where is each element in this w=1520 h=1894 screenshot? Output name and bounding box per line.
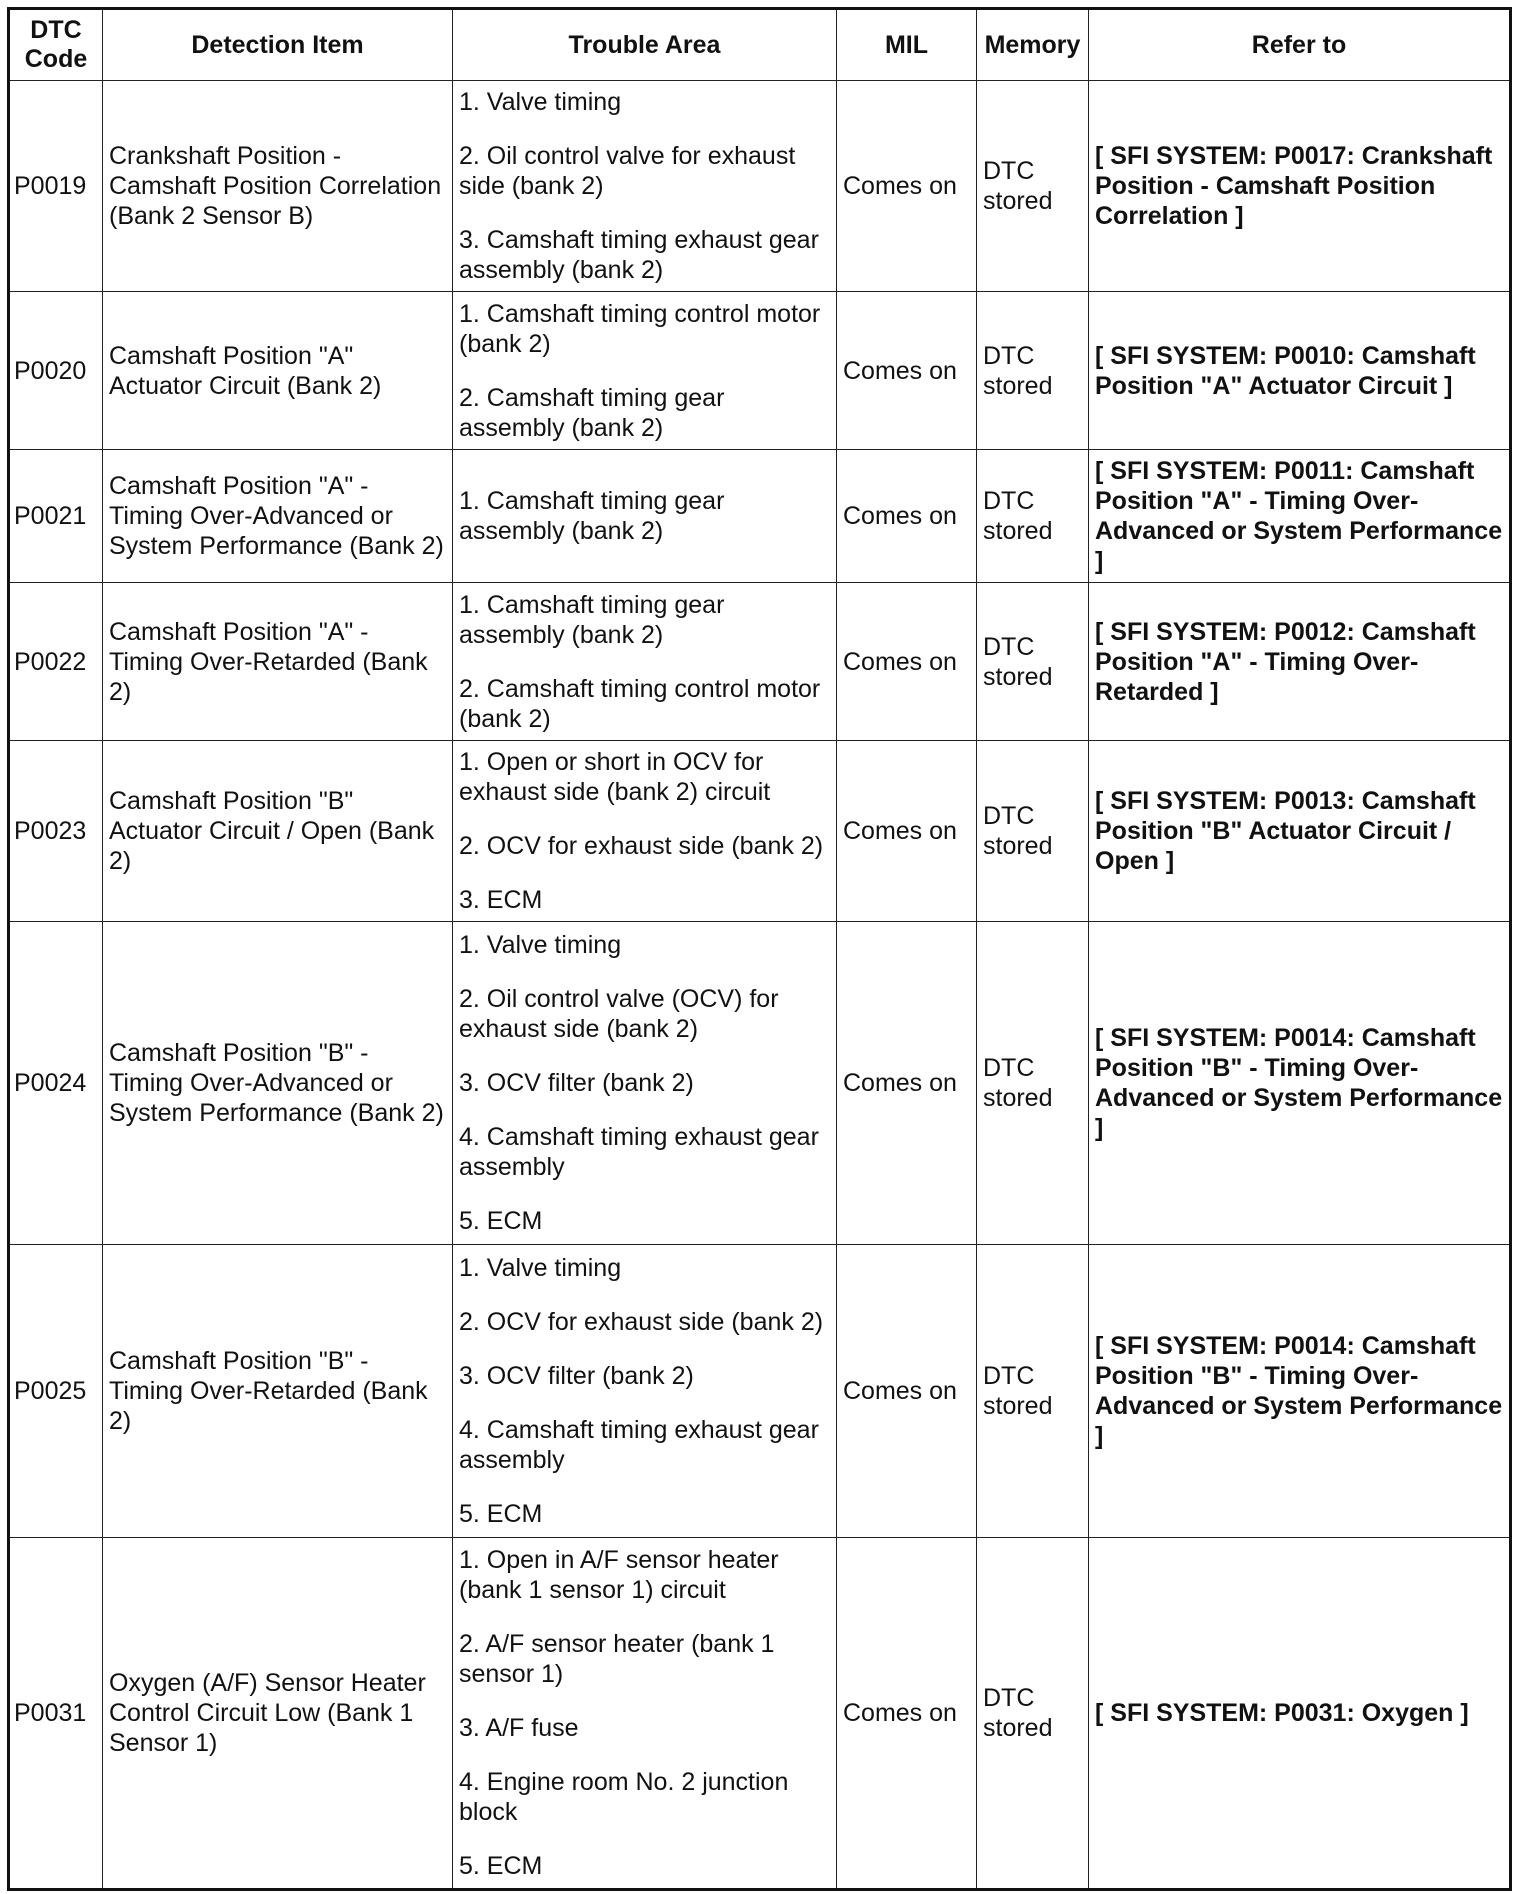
- refer-to-link[interactable]: [ SFI SYSTEM: P0010: Camshaft Position "A" Actuator Circuit ]: [1089, 292, 1511, 450]
- refer-to-link[interactable]: [ SFI SYSTEM: P0014: Camshaft Position "B" - Timing Over-Advanced or System Performance ]: [1089, 922, 1511, 1245]
- refer-to-link[interactable]: [ SFI SYSTEM: P0011: Camshaft Position "A" - Timing Over-Advanced or System Performance ]: [1089, 450, 1511, 583]
- dtc-code: P0020: [9, 292, 103, 450]
- detection-item: Camshaft Position "B" - Timing Over-Advanced or System Performance (Bank 2): [103, 922, 453, 1245]
- header-memory: Memory: [977, 9, 1089, 81]
- table-row: [9, 741, 1511, 922]
- dtc-code: P0021: [9, 450, 103, 583]
- detection-item: Camshaft Position "B" Actuator Circuit / Open (Bank 2): [103, 741, 453, 922]
- table-row: [9, 292, 1511, 450]
- memory-status: DTC stored: [977, 1538, 1089, 1890]
- header-row: [9, 9, 1511, 81]
- refer-to-link[interactable]: [ SFI SYSTEM: P0031: Oxygen ]: [1089, 1538, 1511, 1890]
- trouble-area-item: 3. ECM: [459, 886, 543, 914]
- table-row: [9, 450, 1511, 583]
- mil-status: Comes on: [837, 741, 977, 922]
- table-row: [9, 922, 1511, 1245]
- header-mil: MIL: [837, 9, 977, 81]
- trouble-area: [453, 741, 837, 922]
- dtc-code: P0019: [9, 81, 103, 292]
- mil-status: Comes on: [837, 1245, 977, 1538]
- memory-status: DTC stored: [977, 81, 1089, 292]
- trouble-area-item: 2. A/F sensor heater (bank 1 sensor 1): [459, 1630, 775, 1688]
- trouble-area-item: 3. A/F fuse: [459, 1714, 579, 1742]
- dtc-table-container: [7, 7, 1509, 1891]
- header-dtc-code: DTC Code: [9, 9, 103, 81]
- detection-item: Oxygen (A/F) Sensor Heater Control Circuit Low (Bank 1 Sensor 1): [103, 1538, 453, 1890]
- memory-status: DTC stored: [977, 922, 1089, 1245]
- trouble-area-item: 1. Camshaft timing gear assembly (bank 2): [459, 590, 725, 649]
- refer-to-link[interactable]: [ SFI SYSTEM: P0013: Camshaft Position "B" Actuator Circuit / Open ]: [1089, 741, 1511, 922]
- memory-status: DTC stored: [977, 583, 1089, 741]
- trouble-area-item: 1. Valve timing: [459, 1254, 622, 1282]
- table-body: [9, 81, 1511, 1890]
- table-row: [9, 81, 1511, 292]
- dtc-code: P0023: [9, 741, 103, 922]
- header-trouble-area: Trouble Area: [453, 9, 837, 81]
- table-row: [9, 1538, 1511, 1890]
- detection-item: Camshaft Position "A" Actuator Circuit (Bank 2): [103, 292, 453, 450]
- mil-status: Comes on: [837, 1538, 977, 1890]
- header-refer-to: Refer to: [1089, 9, 1511, 81]
- trouble-area-item: 2. OCV for exhaust side (bank 2): [459, 1308, 824, 1336]
- mil-status: Comes on: [837, 922, 977, 1245]
- trouble-area-item: 5. ECM: [459, 1852, 543, 1880]
- detection-item: Camshaft Position "B" - Timing Over-Retarded (Bank 2): [103, 1245, 453, 1538]
- trouble-area-item: 1. Open or short in OCV for exhaust side (bank 2) circuit: [459, 748, 771, 806]
- mil-status: Comes on: [837, 583, 977, 741]
- memory-status: DTC stored: [977, 292, 1089, 450]
- trouble-area: [453, 450, 837, 583]
- memory-status: DTC stored: [977, 741, 1089, 922]
- trouble-area-item: 3. Camshaft timing exhaust gear assembly (bank 2): [459, 226, 819, 284]
- refer-to-link[interactable]: [ SFI SYSTEM: P0017: Crankshaft Position - Camshaft Position Correlation ]: [1089, 81, 1511, 292]
- refer-to-link[interactable]: [ SFI SYSTEM: P0014: Camshaft Position "B" - Timing Over-Advanced or System Performance ]: [1089, 1245, 1511, 1538]
- trouble-area-item: 4. Camshaft timing exhaust gear assembly: [459, 1123, 819, 1181]
- trouble-area: [453, 922, 837, 1245]
- detection-item: Camshaft Position "A" - Timing Over-Retarded (Bank 2): [103, 583, 453, 741]
- dtc-code: P0024: [9, 922, 103, 1245]
- trouble-area-item: 1. Camshaft timing gear assembly (bank 2): [459, 487, 725, 545]
- trouble-area: [453, 81, 837, 292]
- header-detection-item: Detection Item: [103, 9, 453, 81]
- mil-status: Comes on: [837, 81, 977, 292]
- mil-status: Comes on: [837, 450, 977, 583]
- trouble-area-item: 4. Engine room No. 2 junction block: [459, 1768, 789, 1826]
- trouble-area-item: 2. Camshaft timing control motor (bank 2): [459, 674, 821, 733]
- trouble-area: [453, 292, 837, 450]
- trouble-area-item: 3. OCV filter (bank 2): [459, 1069, 694, 1097]
- detection-item: Camshaft Position "A" - Timing Over-Advanced or System Performance (Bank 2): [103, 450, 453, 583]
- trouble-area-item: 2. Oil control valve for exhaust side (bank 2): [459, 142, 796, 200]
- detection-item: Crankshaft Position - Camshaft Position Correlation (Bank 2 Sensor B): [103, 81, 453, 292]
- table-row: [9, 583, 1511, 741]
- trouble-area-item: 1. Open in A/F sensor heater (bank 1 sensor 1) circuit: [459, 1546, 779, 1604]
- trouble-area: [453, 1245, 837, 1538]
- dtc-code: P0025: [9, 1245, 103, 1538]
- trouble-area-item: 5. ECM: [459, 1207, 543, 1235]
- dtc-code: P0022: [9, 583, 103, 741]
- trouble-area-item: 1. Camshaft timing control motor (bank 2): [459, 299, 821, 358]
- trouble-area-item: 3. OCV filter (bank 2): [459, 1362, 694, 1390]
- trouble-area-item: 1. Valve timing: [459, 931, 622, 959]
- trouble-area: [453, 583, 837, 741]
- trouble-area-item: 2. Oil control valve (OCV) for exhaust side (bank 2): [459, 985, 779, 1043]
- table-row: [9, 1245, 1511, 1538]
- refer-to-link[interactable]: [ SFI SYSTEM: P0012: Camshaft Position "A" - Timing Over-Retarded ]: [1089, 583, 1511, 741]
- trouble-area-item: 4. Camshaft timing exhaust gear assembly: [459, 1416, 819, 1474]
- trouble-area-item: 2. OCV for exhaust side (bank 2): [459, 832, 824, 860]
- trouble-area-item: 5. ECM: [459, 1500, 543, 1528]
- dtc-code: P0031: [9, 1538, 103, 1890]
- memory-status: DTC stored: [977, 1245, 1089, 1538]
- mil-status: Comes on: [837, 292, 977, 450]
- memory-status: DTC stored: [977, 450, 1089, 583]
- trouble-area-item: 1. Valve timing: [459, 88, 622, 116]
- trouble-area: [453, 1538, 837, 1890]
- dtc-table: [7, 7, 1512, 1891]
- trouble-area-item: 2. Camshaft timing gear assembly (bank 2): [459, 383, 725, 442]
